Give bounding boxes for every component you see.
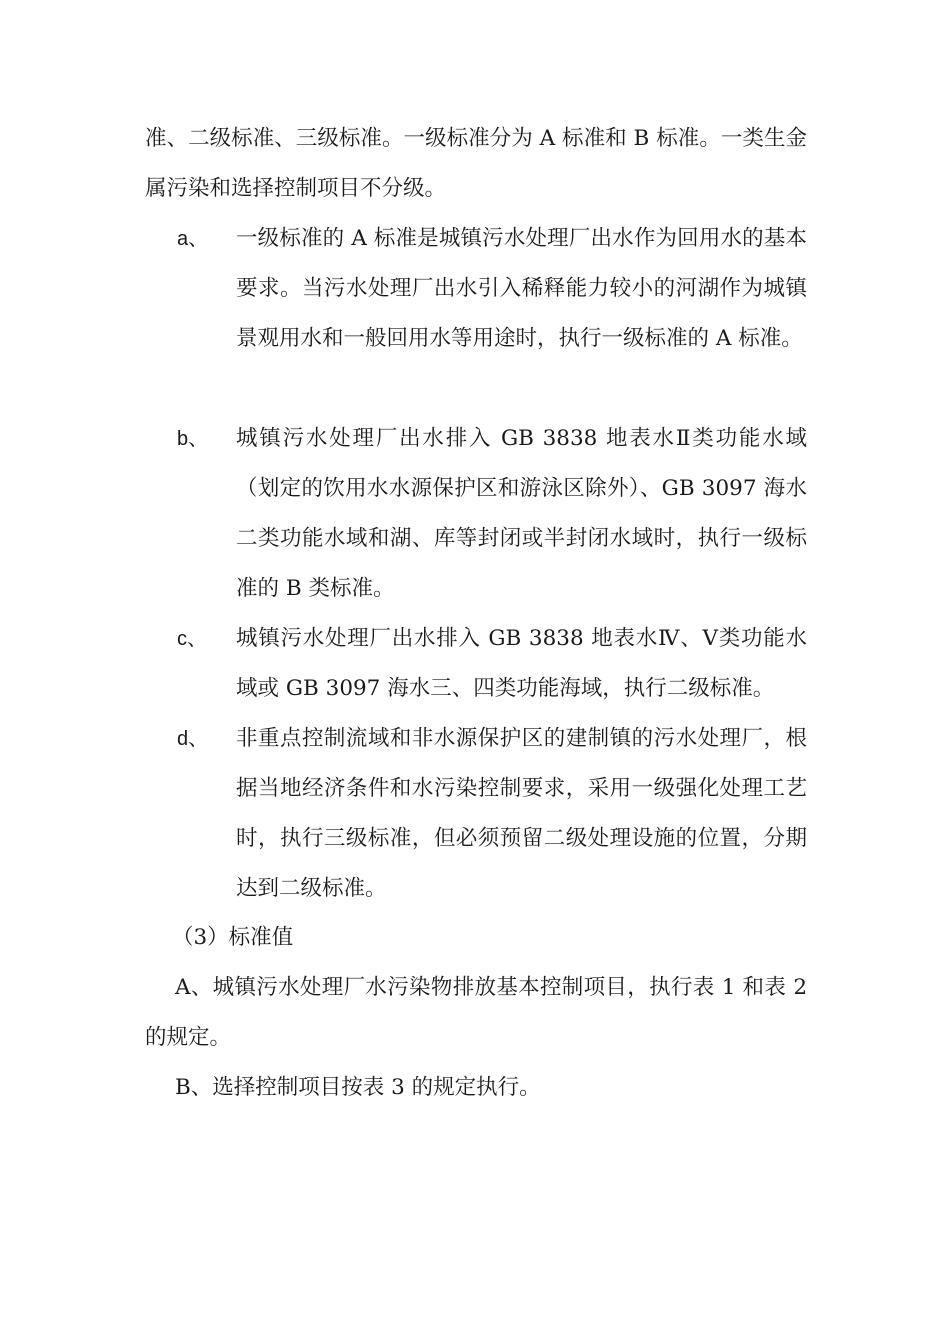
- list-marker: a、: [177, 228, 209, 250]
- paragraph-b: B、选择控制项目按表 3 的规定执行。: [175, 1075, 541, 1100]
- list-marker: d、: [177, 728, 209, 750]
- list-marker: b、: [177, 428, 209, 450]
- list-item-text: 城镇污水处理厂出水排入 GB 3838 地表水Ⅱ类功能水域（划定的饮用水水源保护区和游泳区除外）、GB 3097 海水二类功能水域和湖、库等封闭或半封闭水域时，执行一级标准的 B 类标准。: [236, 426, 807, 601]
- intro-paragraph: 准、二级标准、三级标准。一级标准分为 A 标准和 B 标准。一类生金属污染和选择控制项目不分级。: [145, 126, 807, 201]
- list-marker: c、: [177, 628, 207, 650]
- section-heading: （3）标准值: [172, 925, 294, 950]
- list-item-text: 一级标准的 A 标准是城镇污水处理厂出水作为回用水的基本要求。当污水处理厂出水引入稀释能力较小的河湖作为城镇景观用水和一般回用水等用途时，执行一级标准的 A 标准。: [236, 226, 807, 351]
- list-item-text: 城镇污水处理厂出水排入 GB 3838 地表水Ⅳ、Ⅴ类功能水域或 GB 3097 海水三、四类功能海域，执行二级标准。: [236, 626, 807, 701]
- list-item-text: 非重点控制流域和非水源保护区的建制镇的污水处理厂，根据当地经济条件和水污染控制要求，采用一级强化处理工艺时，执行三级标准，但必须预留二级处理设施的位置，分期达到二级标准。: [236, 726, 807, 901]
- paragraph-a: A、城镇污水处理厂水污染物排放基本控制项目，执行表 1 和表 2 的规定。: [145, 975, 807, 1050]
